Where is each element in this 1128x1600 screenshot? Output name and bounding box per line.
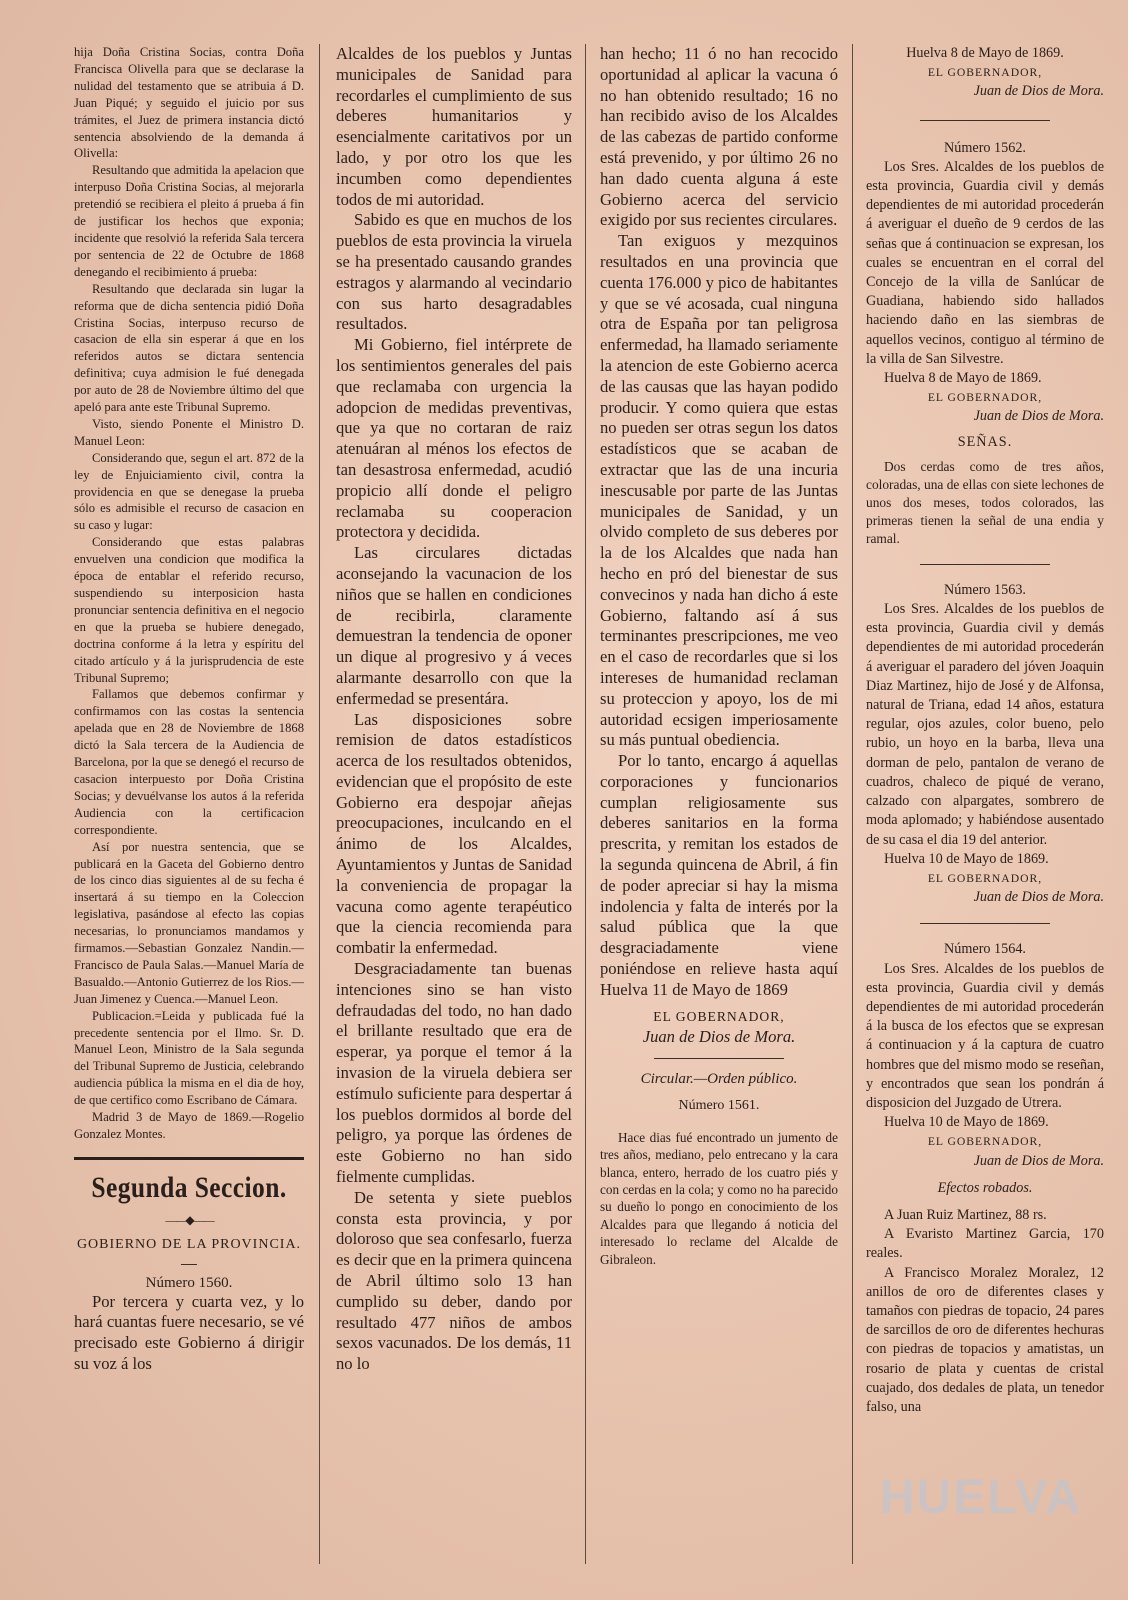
notice-number: Número 1561. [678, 1098, 760, 1114]
paragraph: A Francisco Moralez Moralez, 12 anillos de oro de diferentes clases y tamaños con piedras de topacio, 24 pares de sarcillos de oro de diferentes hechuras con piedras de topacios y amatistas, un rosario de plata y cuentas de cristal cuajado, dos dedales de plata, un tenedor falso, una [866, 1264, 1104, 1415]
signature-name: Juan de Dios de Mora. [642, 1027, 796, 1047]
signature-title: EL GOBERNADOR, [927, 66, 1043, 80]
government-heading: GOBIERNO DE LA PROVINCIA. [76, 1236, 302, 1252]
signature-title: EL GOBERNADOR, [927, 871, 1043, 885]
paragraph: Publicacion.=Leida y publicada fué la precedente sentencia por el Ilmo. Sr. D. Manuel Leon, Ministro de la Sala segunda del Tribunal Supremo de Justicia, celebrando audiencia pública la misma en el dia de hoy, de que certifico como Escribano de Cámara. [74, 1008, 304, 1108]
date-signature: Madrid 3 de Mayo de 1869.—Rogelio Gonzalez Montes. [74, 1110, 304, 1141]
section-divider [74, 1157, 304, 1160]
notice-number: Número 1562. [944, 139, 1026, 156]
paragraph: han hecho; 11 ó no han recocido oportunidad al aplicar la vacuna ó no han obtenido resultado; 16 no han recibido aviso de los Alcaldes de las cabezas de partido conforme está prevenido, y por último 26 no han dado cuenta alguna á este Gobierno acerca del servicio exigido por sus recientes circulares. [600, 44, 838, 230]
stolen-items-heading: Efectos robados. [937, 1179, 1033, 1196]
paragraph: Dos cerdas como de tres años, coloradas, una de ellas con siete lechones de unos dos meses, todos colorados, las primeras tienen la señal de una endia y ramal. [866, 458, 1104, 546]
paragraph: Por tercera y cuarta vez, y lo hará cuantas fuere necesario, se vé precisado este Gobierno á dirigir su voz á los [74, 1291, 304, 1374]
notice-number: Número 1564. [944, 941, 1026, 958]
date-line: Huelva 10 de Mayo de 1869. [884, 1114, 1049, 1131]
section-heading: Segunda Seccion. [91, 1170, 287, 1204]
paragraph: Visto, siendo Ponente el Ministro D. Manuel Leon: [74, 416, 304, 448]
signature-name: Juan de Dios de Mora. [973, 408, 1104, 425]
date-line: Huelva 8 de Mayo de 1869. [884, 370, 1042, 387]
paragraph: Así por nuestra sentencia, que se publicará en la Gaceta del Gobierno dentro de los cinco dias siguientes al de su fecha é insertará á su tiempo en la Coleccion legislativa, pasándose al efecto las copias necesarias, lo pronunciamos mandamos y firmamos.—Sebastian Gonzalez Nandin.—Francisco de Paula Salas.—Manuel María de Basualdo.—Antonio Gutierrez de los Rios.—Juan Jimenez y Cuenca.—Manuel Leon. [74, 839, 304, 1006]
paragraph: Fallamos que debemos confirmar y confirmamos con las costas la sentencia apelada que en 28 de Noviembre de 1868 dictó la Sala tercera de la Audiencia de Barcelona, por la que se denegó el recurso de casacion interpuesto por Doña Cristina Socias; y devuélvanse los autos á la referida Audiencia con la certificacion correspondiente. [74, 687, 304, 837]
paragraph: A Evaristo Martinez Garcia, 170 reales. [866, 1226, 1104, 1262]
paragraph: De setenta y siete pueblos consta esta provincia, y por doloroso que sea confesarlo, fuerza es decir que en la primera quincena de Abril último solo 13 han cumplido su deber, dando por resultado 477 niños de ambos sexos vacunados. De los demás, 11 no lo [336, 1187, 572, 1374]
paragraph: Considerando que estas palabras envuelven una condicion que modifica la época de entablar el referido recurso, suspendiendo su interposicion hasta pronunciar sentencia definitiva en el negocio en que la prueba se hubiere denegado, doctrina conforme á la letra y espíritu del citado artículo y á la jurisprudencia de este Tribunal Supremo; [74, 535, 304, 685]
signature-name: Juan de Dios de Mora. [973, 83, 1104, 100]
column-2 [336, 44, 572, 1375]
divider [920, 120, 1051, 121]
paragraph: Resultando que declarada sin lugar la reforma que de dicha sentencia pidió Doña Cristina Socias, interpuso recurso de casacion de ella sin esperar á que en los referidos autos se dictara sentencia definitiva; cuya admision le fué denegada por auto de 28 de Noviembre último del que apeló para ante este Tribunal Supremo. [74, 281, 304, 415]
senas-heading: SEÑAS. [957, 433, 1013, 450]
paragraph: Tan exiguos y mezquinos resultados en una provincia que cuenta 176.000 y pico de habitantes y que se vé acosada, cual ninguna otra de España por tan peligrosa enfermedad, ha llamado seriamente la atencion de este Gobierno acerca de las causas que las hayan podido producir. Y como quiera que estas no pueden ser otras segun los datos estadísticos que se acaban de extractar que las de una incuria inescusable por parte de las Juntas municipales de Sanidad, y un olvido completo de sus deberes por la de los Alcaldes que nada han hecho en pró del bienestar de sus convecinos y nada han dicho á este Gobierno, faltando así á sus terminantes prescripciones, me veo en el caso de recordarles que si los intereses de humanidad reclaman su proteccion y apoyo, los de mi autoridad ecsigen imperiosamente su más puntual obediencia. [600, 231, 838, 750]
divider [654, 1058, 785, 1059]
paragraph: Hace dias fué encontrado un jumento de tres años, mediano, pelo entrecano y la cara blanca, entero, herrado de los cuatro piés y con cerdas en la cola; y como no ha parecido su dueño lo pongo en conocimiento de los Alcaldes para que llegando á noticia del interesado lo reclame del Alcalde de Gibraleon. [600, 1129, 838, 1267]
paragraph: Por lo tanto, encargo á aquellas corporaciones y funcionarios cumplan religiosamente sus deberes sanitarios en la forma prescrita, y remitan los estados de la segunda quincena de Abril, á fin de poder apreciar si hay la misma indolencia y falta de interés por la salud pública que la que desgraciadamente viene poniéndose en relieve hasta aquí Huelva 11 de Mayo de 1869 [600, 751, 838, 999]
circular-heading: Circular.—Orden público. [640, 1071, 798, 1088]
paragraph: Las disposiciones sobre remision de datos estadísticos acerca de los resultados obtenidos, evidencian que el propósito de este Gobierno era despojar añejas preocupaciones, inculcando en el ánimo de los Alcaldes, Ayuntamientos y Juntas de Sanidad la conveniencia de propagar la vacuna como agente terapéutico que la ciencia recomienda para combatir la enfermedad. [336, 709, 572, 958]
signature-title: EL GOBERNADOR, [927, 1135, 1043, 1149]
paragraph: Desgraciadamente tan buenas intenciones sino se han visto defraudadas del todo, no han dado el brillante resultado que era de esperar, ya porque el temor á la invasion de la viruela debiera ser estímulo suficiente para despertar á los pueblos dormidos al borde del peligro, ya porque las órdenes de este Gobierno no han sido fielmente cumplidas. [336, 959, 572, 1187]
paragraph: A Juan Ruiz Martinez, 88 rs. [884, 1206, 1047, 1223]
notice-number: Número 1563. [944, 581, 1026, 598]
paragraph: Considerando que, segun el art. 872 de la ley de Enjuiciamiento civil, contra la providencia en que se denegase la prueba sólo es admisible el recurso de casacion en su caso y lugar: [74, 450, 304, 533]
paragraph: Los Sres. Alcaldes de los pueblos de esta provincia, Guardia civil y demás dependientes de mi autoridad procederán á averiguar el paradero del jóven Joaquin Diaz Martinez, hijo de José y de Alfonsa, natural de Triana, edad 14 años, estatura regular, ojos azules, color bueno, pelo rubio, un hoyo en la barba, lleva una dorman de pelo, pantalon de verano de cuadros, chaleco de piqué de verano, calzado con alpargates, sombrero de moda aplomado; y habiéndose ausentado de su casa el dia 19 del anterior. [866, 601, 1104, 848]
column-rule [852, 44, 853, 1564]
paragraph: Alcaldes de los pueblos y Juntas municipales de Sanidad para recordarles el cumplimiento de sus deberes humanitarios y esencialmente caritativos por un lado, y por otro los que les incumben como dependientes todos de mi autoridad. [336, 44, 572, 209]
paragraph: Los Sres. Alcaldes de los pueblos de esta provincia, Guardia civil y demás dependientes de mi autoridad procederán á averiguar el dueño de 9 cerdos de las señas que á continuacion se expresan, los cuales se encuentran en el corral del Concejo de la villa de Sanlúcar de Guadiana, habiendo sido hallados haciendo daño en las siembras de aquellos vecinos, contiguo al término de la villa de San Silvestre. [866, 158, 1104, 367]
signature-title: EL GOBERNADOR, [927, 391, 1043, 405]
divider [920, 923, 1051, 924]
date-line: Huelva 8 de Mayo de 1869. [906, 45, 1064, 61]
date-line: Huelva 10 de Mayo de 1869. [884, 850, 1049, 867]
paragraph: Los Sres. Alcaldes de los pueblos de esta provincia, Guardia civil y demás dependientes de mi autoridad procederán á la busca de los efectos que se expresan á continuacion y á la captura de cuatro hombres que del mismo modo se reseñan, y encontrados que sean los pondrán á disposicion del Juzgado de Utrera. [866, 960, 1104, 1111]
divider [920, 564, 1051, 565]
signature-title: EL GOBERNADOR, [653, 1008, 785, 1024]
signature-name: Juan de Dios de Mora. [973, 889, 1104, 906]
divider [181, 1264, 197, 1265]
column-1 [74, 44, 304, 1375]
paragraph: Mi Gobierno, fiel intérprete de los sentimientos generales del pais que reclamaba con urgencia la adopcion de medidas preventivas, que ya que no cortaran de raiz atenuáran al ménos los efectos de tan desastrosa enfermedad, acudió propicio allí donde el peligro reclamaba su cooperacion protectora y decidida. [336, 335, 572, 542]
column-rule [585, 44, 586, 1564]
ornament: ——◆—— [165, 1212, 213, 1227]
column-4 [866, 44, 1104, 1417]
paragraph: Sabido es que en muchos de los pueblos de esta provincia la viruela se ha presentado causando grandes estragos y alarmando al vecindario con sus harto desagradables resultados. [336, 210, 572, 334]
paragraph: Resultando que admitida la apelacion que interpuso Doña Cristina Socias, al mejorarla pretendió se recibiera el pleito á prueba á fin de justificar los hechos que exponia; incidente que resolvió la referida Sala tercera por sentencia de 22 de Octubre de 1868 denegando el recibimiento á prueba: [74, 163, 304, 279]
column-rule [319, 44, 320, 1564]
library-watermark: HUELVA [880, 1471, 1083, 1524]
signature-name: Juan de Dios de Mora. [973, 1152, 1104, 1169]
paragraph: hija Doña Cristina Socias, contra Doña Francisca Olivella para que se declarase la nulidad del testamento que se atribuia á D. Juan Piqué; y seguido el juicio por sus trámites, el Juez de primera instancia dictó sentencia absolviendo de la demanda á Olivella: [74, 45, 304, 161]
paragraph: Las circulares dictadas aconsejando la vacunacion de los niños que se hallen en condiciones de recibirla, claramente demuestran la tendencia de oponer un dique al progresivo y á veces alarmante desarrollo con que la enfermedad se presentára. [336, 543, 572, 708]
notice-number: Número 1560. [145, 1274, 233, 1291]
column-3 [600, 44, 838, 1268]
